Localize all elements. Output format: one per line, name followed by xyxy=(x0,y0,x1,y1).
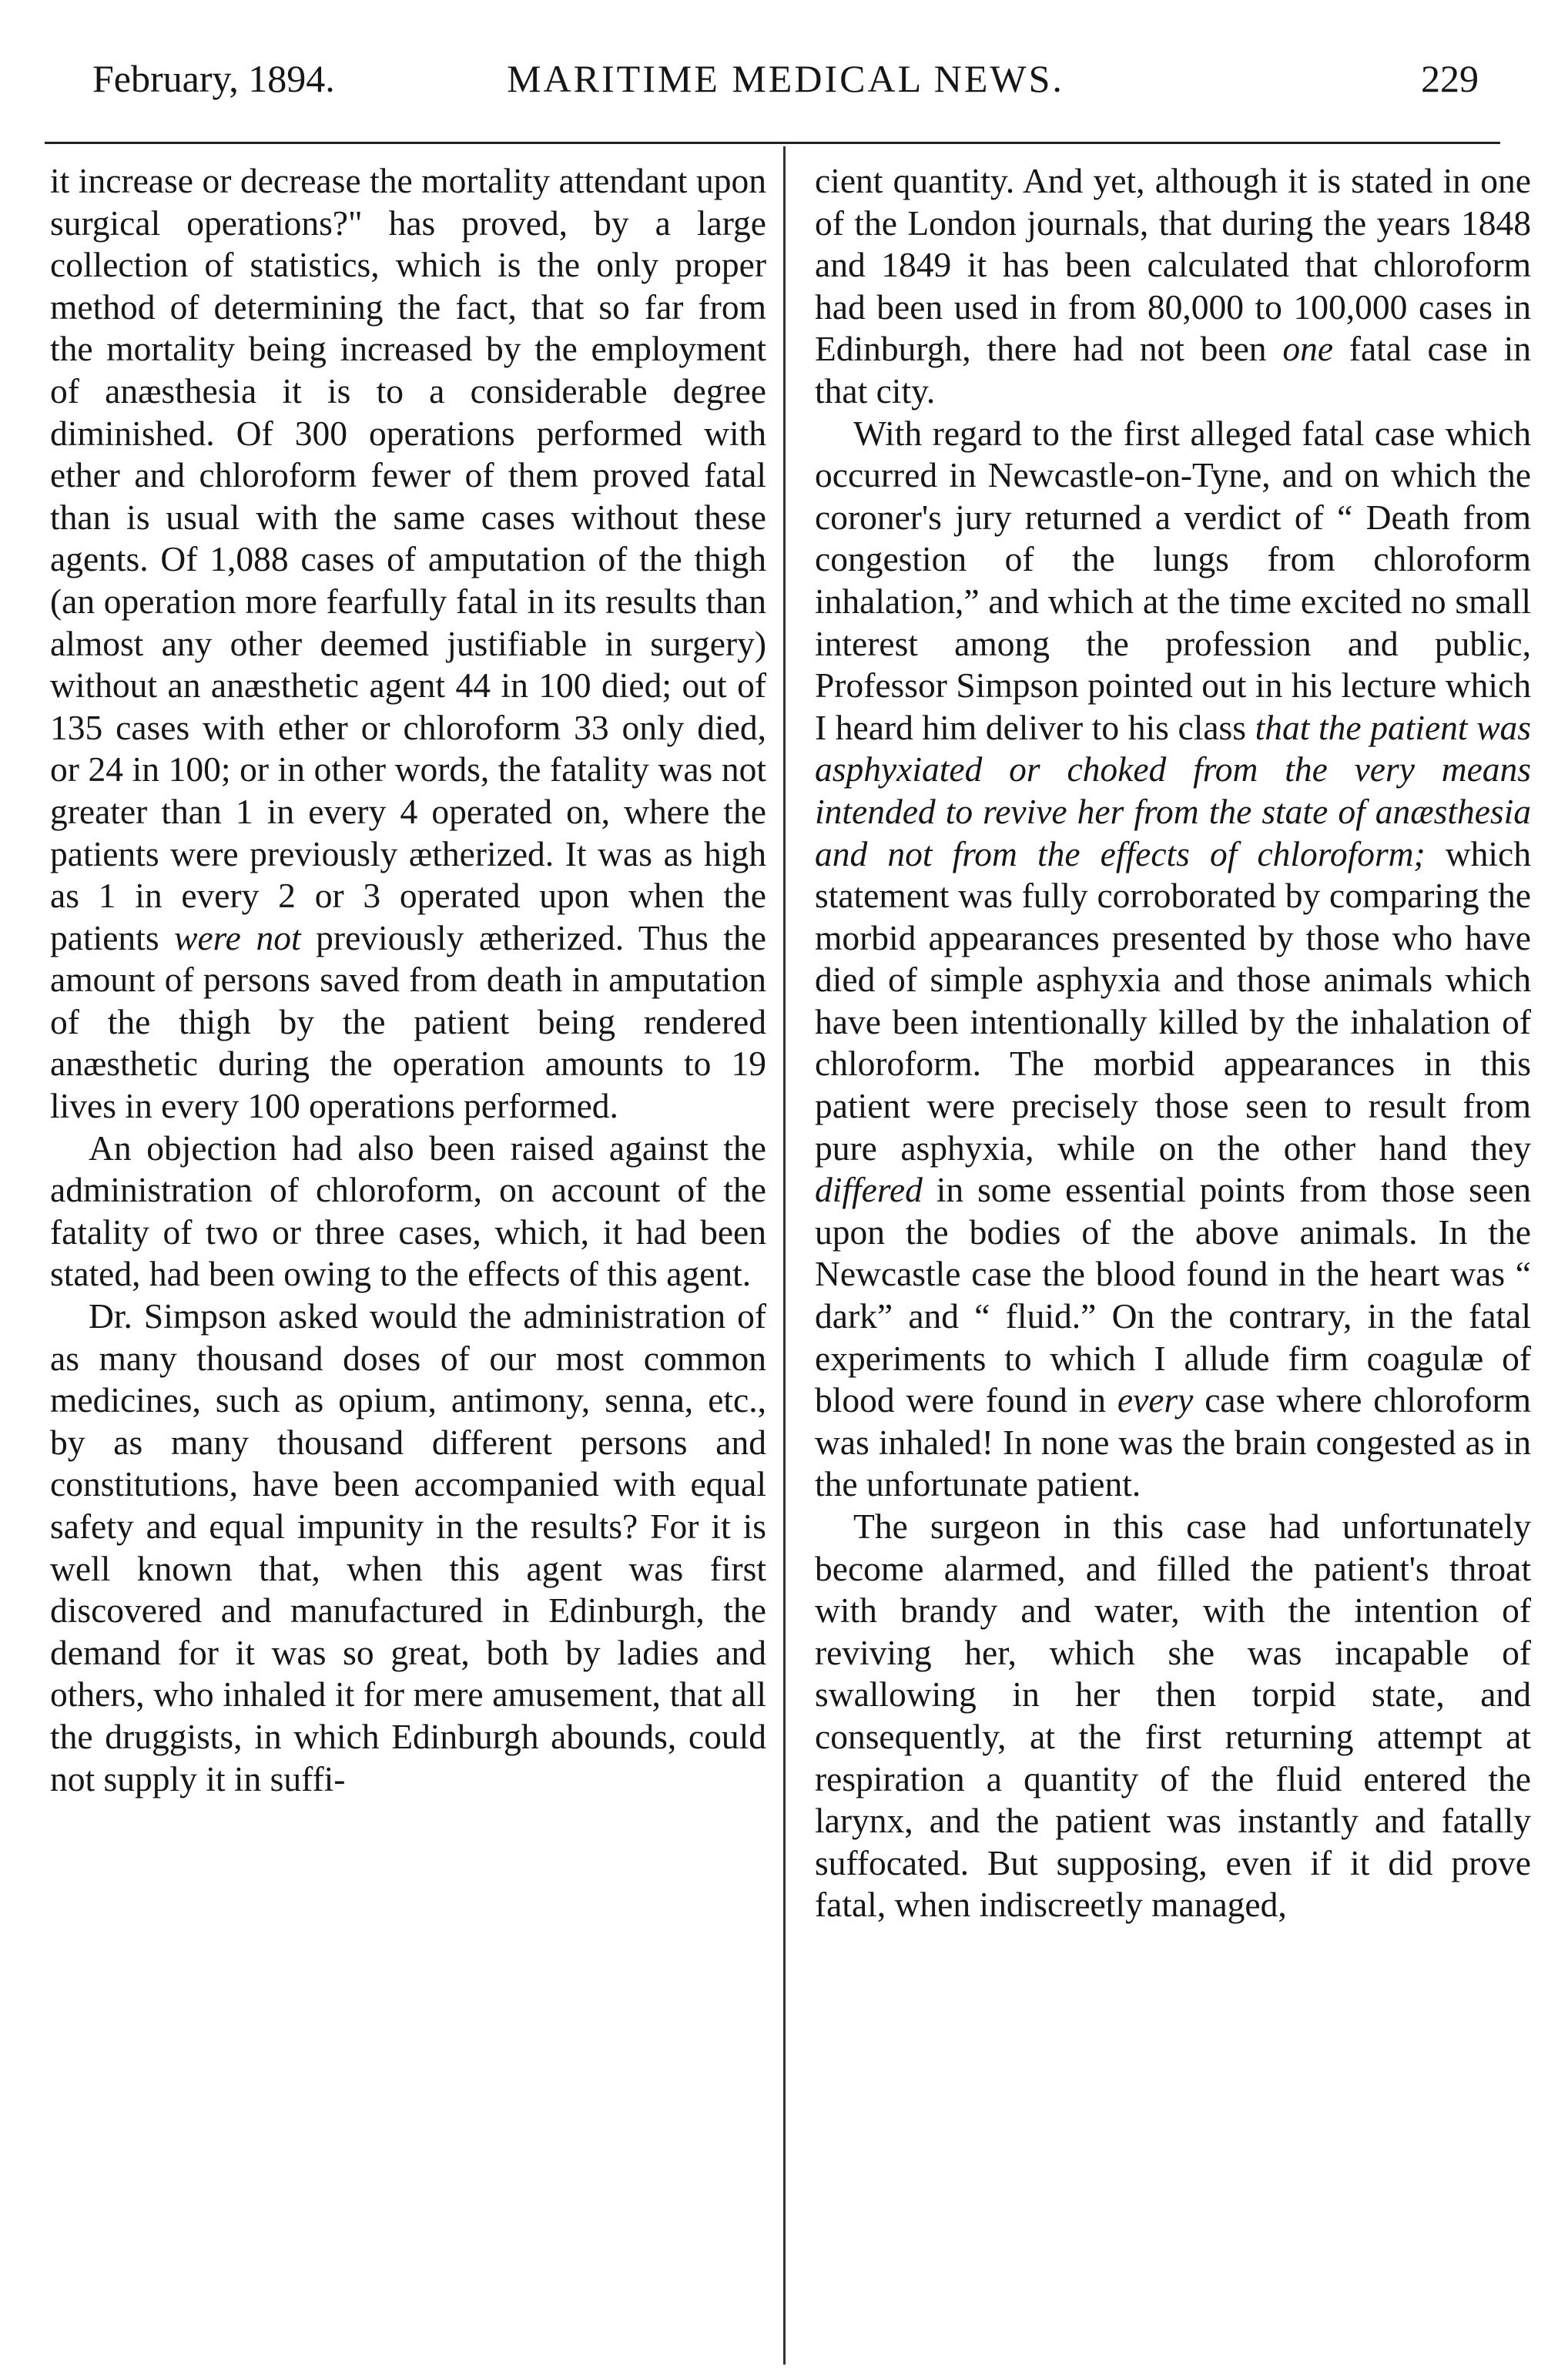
paragraph-text: fatal case in that city. xyxy=(815,329,1532,411)
journal-title: MARITIME MEDICAL NEWS. xyxy=(507,57,1064,100)
paragraph: Dr. Simpson asked would the administration of as many thousand doses of our most common medicines, such as opium, antimony, senna, etc., by as many thousand different persons and constitutions, have been accompanied with equal safety and equal impunity in the results? For it is well known that, when this agent was first discovered and manufactured in Edinburgh, the demand for it was so great, both by ladies and others, who inhaled it for mere amusement, that all the druggists, in which Edinburgh abounds, could not supply it in suffi- xyxy=(50,1296,766,1798)
emphasis-text: one xyxy=(1282,329,1334,369)
emphasis-text: that the patient was asphyxiated or choked from the very means intended to revive her from the state of anæsthesia and not from the effects of chloroform; xyxy=(815,707,1531,873)
paragraph-text: it increase or decrease the mortality attendant upon surgical operations?" has proved, by a large collection of statistics, which is the only proper method of determining the fact, that so far from the mortality being increased by the employment of anæsthesia it is to a considerable degree diminished. Of 300 operations performed with ether and chloroform fewer of them proved fatal than is usual with the same cases without these agents. Of 1,088 cases of amputation of the thigh (an operation more fearfully fatal in its results than almost any other deemed justifiable in surgery) without an anæsthetic agent 44 in 100 died; out of 135 cases with ether or chloroform 33 only died, or 24 in 100; or in other words, the fatality was not greater than 1 in every 4 operated on, where the patients were previously ætherized. It was as high as 1 in every 2 or 3 operated upon when the patients xyxy=(50,161,766,957)
page-number: 229 xyxy=(1421,57,1479,100)
paragraph: The surgeon in this case had unfortunately become alarmed, and filled the patient's throat with brandy and water, with the intention of reviving her, which she was incapable of swallowing in her then torpid state, and consequently, at the first returning attempt at respiration a quantity of the fluid entered the larynx, and the patient was instantly and fatally suffocated. But supposing, even if it did prove fatal, when indiscreetly managed, xyxy=(815,1507,1531,1925)
paragraph: An objection had also been raised against the administration of chloroform, on account of the fatality of two or three cases, which, it had been stated, had been owing to the effects of this agent. xyxy=(50,1128,766,1294)
emphasis-text: every xyxy=(1117,1380,1194,1420)
running-head xyxy=(92,48,1479,109)
emphasis-text: differed xyxy=(815,1170,923,1210)
paragraph-text: With regard to the first alleged fatal case which occurred in Newcastle-on-Tyne, and on which the coroner's jury returned a verdict of “ Death from congestion of the lungs from chloroform inhalation,” and which at the time excited no small interest among the profession and public, Professor Simpson pointed out in his lecture which I heard him deliver to his class xyxy=(815,413,1531,747)
header-rule xyxy=(45,142,1500,144)
paragraph-text: cient quantity. And yet, although it is stated in one of the London journals, that during the years 1848 and 1849 it has been calculated that chloroform had been used in from 80,000 to 100,000 cases in Edinburgh, there had not been xyxy=(815,161,1531,369)
paragraph-text: case where chloroform was inhaled! In none was the brain congested as in the unfortunate patient. xyxy=(815,1380,1531,1504)
emphasis-text: were not xyxy=(174,917,301,957)
paragraph-text: in some essential points from those seen upon the bodies of the above animals. In the Newcastle case the blood found in the heart was “ dark” and “ fluid.” On the contrary, in the fatal experiments to which I allude firm coagulæ of blood were found in xyxy=(815,1170,1532,1420)
paragraph-text: previously ætherized. Thus the amount of persons saved from death in amputation of the thigh by the patient being rendered anæsthetic during the operation amounts to 19 lives in every 100 operations performed. xyxy=(50,917,766,1126)
right-column xyxy=(815,160,1531,1926)
paragraph xyxy=(815,160,1531,413)
paragraph xyxy=(50,160,766,1128)
issue-date: February, 1894. xyxy=(92,57,335,100)
paragraph-text: which statement was fully corroborated by comparing the morbid appearances presented by those who have died of simple asphyxia and those animals which have been intentionally killed by the inhalation of chloroform. The morbid appearances in this patient were precisely those seen to result from pure asphyxia, while on the other hand they xyxy=(815,833,1531,1168)
paragraph xyxy=(815,413,1531,1506)
column-divider xyxy=(783,146,786,2365)
left-column xyxy=(50,160,766,1800)
